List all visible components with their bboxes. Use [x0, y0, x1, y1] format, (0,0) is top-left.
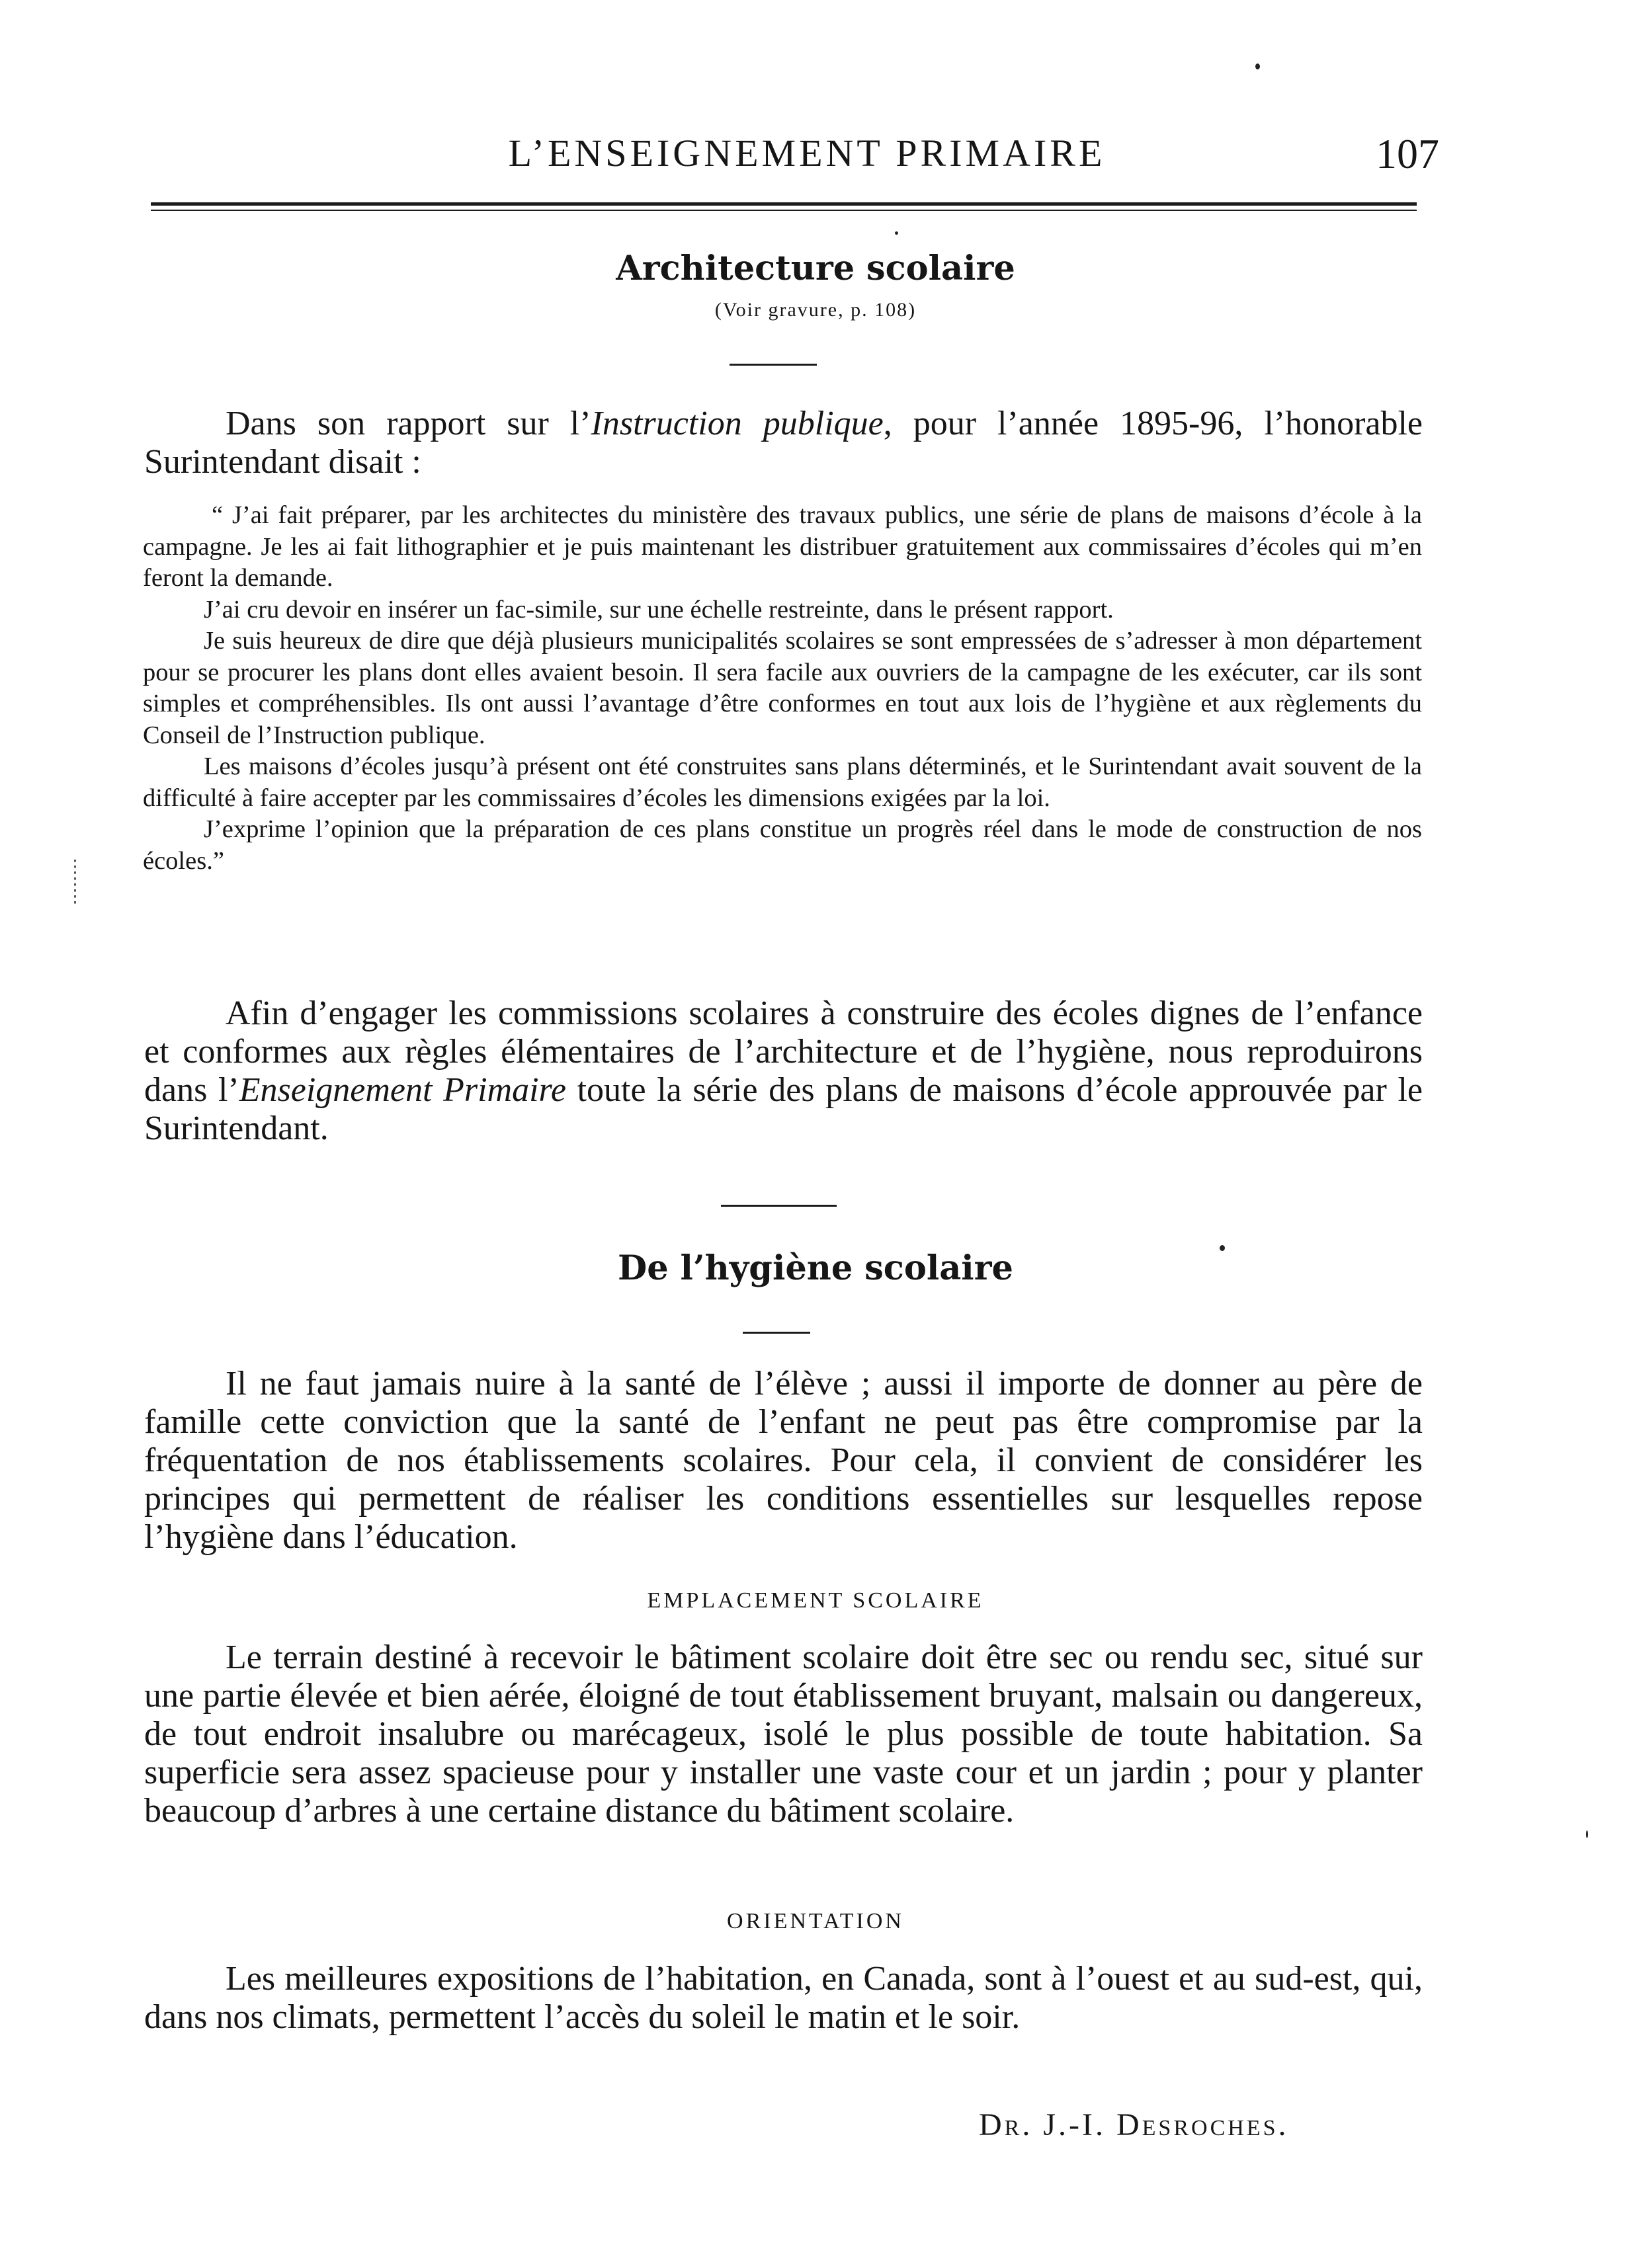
- signature-initials: J.-I.: [1043, 2107, 1106, 2142]
- superintendent-quote: [143, 500, 1422, 877]
- emplacement-text: Le terrain destiné à recevoir le bâtiment scolaire doit être sec ou rendu sec, situé sur une partie élevée et bien aérée, éloigné de tout établissement bruyant, malsain ou dangereux, de tout endroit insalubre ou marécageux, isolé le plus possible de toute habitation. Sa superficie sera assez spacieuse pour y installer une vaste cour et un jardin ; pour y planter beaucoup d’arbres à une certaine distance du bâtiment scolaire.: [144, 1639, 1423, 1830]
- section-divider: [721, 1205, 837, 1207]
- print-speck: [1255, 63, 1260, 69]
- closing-text-before: Afin d’engager les commissions scolaires à construire des écoles dignes de l’enfance et conformes aux règles élémentaires de l’architecture et de l’hygiène, nous reproduirons dans l’: [144, 994, 1423, 1109]
- intro-italic: Instruction publique: [591, 405, 884, 442]
- section-title-architecture: Architecture scolaire: [616, 249, 1015, 288]
- section-title-hygiene: De l’hygiène scolaire: [618, 1248, 1013, 1288]
- print-speck: [1586, 1830, 1588, 1838]
- quote-paragraph: Les maisons d’écoles jusqu’à présent ont été construites sans plans déterminés, et le Surintendant avait souvent de la difficulté à faire accepter par les commissaires d’écoles les dimensions exigées par la loi.: [143, 752, 1422, 812]
- section-divider: [743, 1332, 810, 1334]
- intro-text-after: , pour l’année 1895-96, l’honorable Surintendant disait :: [144, 405, 1423, 481]
- orientation-text: Les meilleures expositions de l’habitation, en Canada, sont à l’ouest et au sud-est, qui, dans nos climats, permettent l’accès du soleil le matin et le soir.: [144, 1960, 1423, 2036]
- architecture-closing: [144, 994, 1423, 1148]
- quote-paragraph: Je suis heureux de dire que déjà plusieurs municipalités scolaires se sont empressées de s’adresser à mon département pour se procurer les plans dont elles avaient besoin. Il sera facile aux ouvriers de la campagne de les exécuter, car ils sont simples et compréhensibles. Ils ont aussi l’avantage d’être conformes en tout aux lois de l’hygiène et aux règlements du Conseil de l’Instruction publique.: [143, 627, 1422, 749]
- header-rule-thin: [151, 210, 1417, 211]
- hygiene-intro: [144, 1365, 1423, 1557]
- hygiene-intro-text: Il ne faut jamais nuire à la santé de l’élève ; aussi il importe de donner au père de famille cette conviction que la santé de l’enfant ne peut pas être compromise par la fréquentation de nos établissements scolaires. Pour cela, il convient de considérer les principes qui permettent de réaliser les conditions essentielles sur lesquelles repose l’hygiène dans l’éducation.: [144, 1365, 1423, 1556]
- running-title: L’ENSEIGNEMENT PRIMAIRE: [508, 132, 1106, 175]
- quote-paragraph: J’exprime l’opinion que la préparation de ces plans constitue un progrès réel dans le mode de construction de nos écoles.”: [143, 815, 1422, 875]
- intro-text-before: Dans son rapport sur l’: [226, 405, 591, 442]
- section-divider: [730, 364, 817, 366]
- architecture-intro: [144, 405, 1423, 481]
- subsection-heading-orientation: ORIENTATION: [727, 1909, 904, 1933]
- closing-italic: Enseignement Primaire: [239, 1071, 566, 1109]
- print-speck: [895, 231, 898, 235]
- page-number: 107: [1376, 130, 1439, 177]
- emplacement-text-block: [144, 1639, 1423, 1830]
- margin-mark: [74, 860, 76, 907]
- author-signature: [979, 2107, 1288, 2143]
- engraving-note: (Voir gravure, p. 108): [714, 299, 917, 321]
- quote-paragraph: “ J’ai fait préparer, par les architectes du ministère des travaux publics, une série de plans de maisons d’école à la campagne. Je les ai fait lithographier et je puis maintenant les distribuer gratuitement aux commissaires d’écoles qui m’en feront la demande.: [143, 501, 1422, 592]
- subsection-heading-emplacement: EMPLACEMENT SCOLAIRE: [647, 1588, 984, 1613]
- signature-title: Dr.: [979, 2107, 1033, 2142]
- closing-text-after: toute la série des plans de maisons d’école approuvée par le Surintendant.: [144, 1071, 1423, 1147]
- signature-surname: Desroches.: [1116, 2107, 1289, 2142]
- header-rule: [151, 202, 1417, 206]
- orientation-text-block: [144, 1960, 1423, 2037]
- quote-paragraph: J’ai cru devoir en insérer un fac-simile, sur une échelle restreinte, dans le présent rapport.: [204, 595, 1114, 624]
